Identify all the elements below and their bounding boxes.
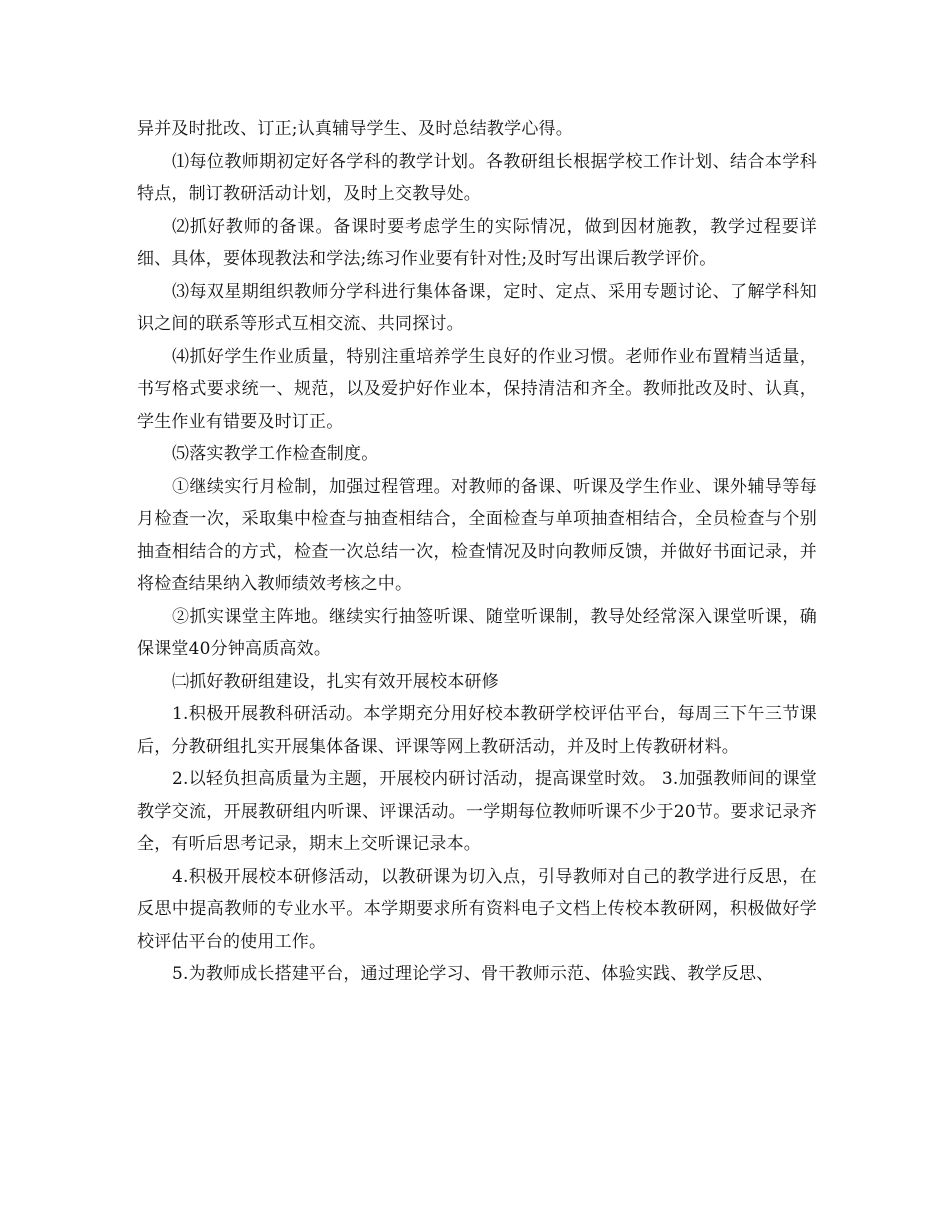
paragraph-numbered-4: 4.积极开展校本研修活动，以教研课为切入点，引导教师对自己的教学进行反思，在反思中提高教师的专业水平。本学期要求所有资料电子文档上传校本教研网，积极做好学校评估平台的使用工作。 [137, 866, 817, 952]
paragraph-numbered-1: 1.积极开展教科研活动。本学期充分用好校本教研学校评估平台，每周三下午三节课后，分教研组扎实开展集体备课、评课等网上教研活动，并及时上传教研材料。 [137, 704, 817, 757]
paragraph-item-3: ⑶每双星期组织教师分学科进行集体备课，定时、定点、采用专题讨论、了解学科知识之间的联系等形式互相交流、共同探讨。 [137, 281, 817, 334]
paragraph-numbered-5: 5.为教师成长搭建平台，通过理论学习、骨干教师示范、体验实践、教学反思、 [172, 964, 774, 984]
paragraph-continuation: 异并及时批改、订正;认真辅导学生、及时总结教学心得。 [137, 119, 573, 139]
document-body [137, 113, 817, 991]
paragraph-item-2: ⑵抓好教师的备课。备课时要考虑学生的实际情况，做到因材施教，教学过程要详细、具体，要体现教法和学法;练习作业要有针对性;及时写出课后教学评价。 [137, 216, 817, 269]
paragraph-item-5: ⑸落实教学工作检查制度。 [172, 444, 379, 464]
paragraph-subitem-1: ①继续实行月检制，加强过程管理。对教师的备课、听课及学生作业、课外辅导等每月检查一次，采取集中检查与抽查相结合，全面检查与单项抽查相结合，全员检查与个别抽查相结合的方式，检查一次总结一次，检查情况及时向教师反馈，并做好书面记录，并将检查结果纳入教师绩效考核之中。 [137, 476, 817, 594]
paragraph-item-1: ⑴每位教师期初定好各学科的教学计划。各教研组长根据学校工作计划、结合本学科特点，制订教研活动计划，及时上交教导处。 [137, 151, 817, 204]
section-heading: ㈡抓好教研组建设，扎实有效开展校本研修 [172, 671, 499, 692]
paragraph-subitem-2: ②抓实课堂主阵地。继续实行抽签听课、随堂听课制，教导处经常深入课堂听课，确保课堂40分钟高质高效。 [137, 606, 817, 659]
paragraph-numbered-2-3: 2.以轻负担高质量为主题，开展校内研讨活动，提高课堂时效。 3.加强教师间的课堂教学交流，开展教研组内听课、评课活动。一学期每位教师听课不少于20节。要求记录齐全，有听后思考记录，期末上交听课记录本。 [137, 769, 817, 854]
paragraph-item-4: ⑷抓好学生作业质量，特别注重培养学生良好的作业习惯。老师作业布置精当适量，书写格式要求统一、规范，以及爱护好作业本，保持清洁和齐全。教师批改及时、认真，学生作业有错要及时订正。 [137, 346, 817, 432]
